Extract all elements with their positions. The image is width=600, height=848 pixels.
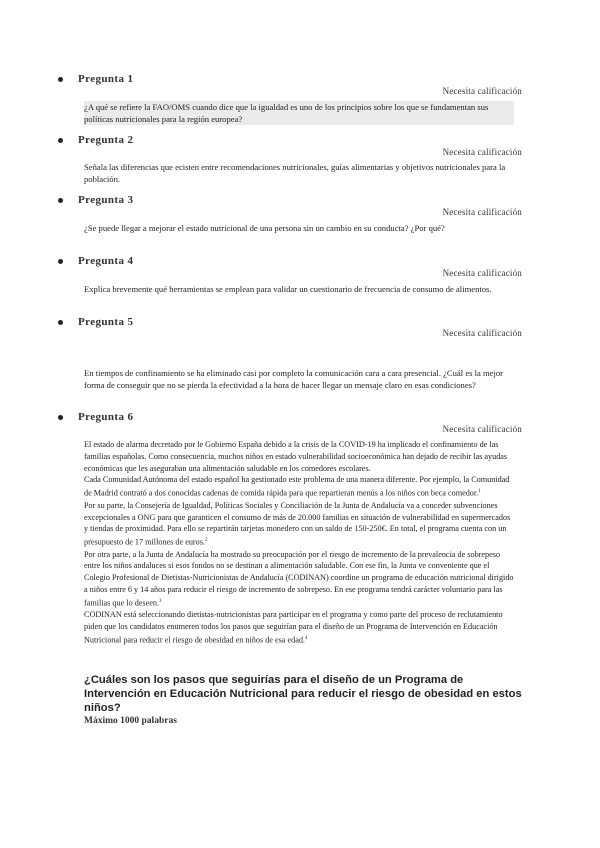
- case-paragraph-3-text: Por su parte, la Consejería de Igualdad, Políticas Sociales y Conciliación de la Junta de Andalucía va a conceder subvenciones excepcionales a ONG para que garanticen el consumo de más de 20.000 familias en situación de vulnerabilidad en supermercados y tiendas de proximidad. Para ello se repartirán tarjetas monedero con un saldo de 150-250€. En total, el programa cuenta con un presupuesto de 17 millones de euros.: [84, 500, 511, 547]
- bullet-icon: [58, 415, 63, 420]
- bullet-icon: [58, 198, 63, 203]
- question-6-grading-status: Necesita calificación: [442, 424, 522, 434]
- question-4-text: Explica brevemente qué herramientas se emplean para validar un cuestionario de frecuencia de consumo de alimentos.: [84, 284, 492, 294]
- question-1-text: ¿A qué se refiere la FAO/OMS cuando dice que la igualdad es uno de los principios sobre los que se fundamentan sus políticas nutricionales para la región europea?: [84, 101, 514, 125]
- question-6-title: Pregunta 6: [78, 411, 134, 423]
- question-2-header: [58, 134, 133, 146]
- footnote-ref-4: 4: [304, 635, 308, 641]
- question-5-title: Pregunta 5: [78, 316, 134, 328]
- footnote-ref-2: 2: [204, 538, 208, 544]
- case-paragraph-4: [84, 549, 514, 610]
- bullet-icon: [58, 259, 63, 264]
- bullet-icon: [58, 77, 63, 82]
- case-paragraph-1: El estado de alarma decretado por le Gobierno España debido a la crisis de la COVID-19 ha implicado el confinamiento de las familias españolas. Como consecuencia, muchos niños en estado vulnerabilidad socioeconómica han dejado de recibir las ayudas económicas que les aseguraban una alimentación saludable en los comedores escolares.: [84, 440, 508, 473]
- question-3-text: ¿Se puede llegar a mejorar el estado nutricional de una persona sin un cambio en su conducta? ¿Por qué?: [84, 223, 445, 233]
- question-2-text: Señala las diferencias que ecisten entre recomendaciones nutricionales, guías alimentarias y objetivos nutricionales para la población.: [84, 162, 506, 184]
- question-3-title: Pregunta 3: [78, 194, 134, 206]
- question-1-header: [58, 73, 133, 85]
- bullet-icon: [58, 138, 63, 143]
- case-paragraph-2-text: Cada Comunidad Autónoma del estado español ha gestionado este problema de una manera diferente. Por ejemplo, la Comunidad de Madrid contrató a dos conocidas cadenas de comida rápida para que repartieran menús a los niños con beca comedor.: [84, 475, 510, 498]
- case-paragraph-5: [84, 609, 514, 646]
- case-paragraph-3: [84, 500, 514, 549]
- question-6-header: [58, 411, 133, 423]
- question-5-grading-status: Necesita calificación: [442, 328, 522, 338]
- case-paragraph-4-text: Por otra parte, a la Junta de Andalucía ha mostrado su preocupación por el riesgo de incremento de la prevalencia de sobrepeso entre los niños andaluces si esos fondos no se destinan a alimentación saludable. Con ese fin, la Junta ve conveniente que el Colegio Profesional de Dietistas-Nutricionistas de Andalucía (CODINAN) coordine un programa de educación nutricional dirigido a niños entre 6 y 14 años para reducir el riesgo de incremento de sobrepeso. En ese programa tendrá carácter voluntario para las familias que lo deseen.: [84, 549, 514, 608]
- footnote-ref-1: 1: [478, 489, 481, 495]
- question-3-header: [58, 194, 133, 206]
- case-paragraph-5-text: CODINAN está seleccionando dietistas-nutricionistas para participar en el programa y como parte del proceso de reclutamiento piden que los candidatos enumeren todos los pasos que seguirían para el diseño de un Programa de Intervención en Educación Nutricional para reducir el riesgo de obesidad en niños de esa edad.: [84, 610, 503, 645]
- question-3-grading-status: Necesita calificación: [442, 207, 522, 217]
- question-5-text: En tiempos de confinamiento se ha eliminado casi por completo la comunicación cara a cara presencial. ¿Cuál es la mejor forma de conseguir que no se pierda la efectividad a la hora de hacer llegar un mensaje claro en esas condiciones?: [84, 368, 504, 390]
- footnote-ref-3: 3: [159, 598, 162, 604]
- case-study-text: [84, 439, 514, 646]
- case-paragraph-2: [84, 474, 514, 499]
- question-4-title: Pregunta 4: [78, 255, 134, 267]
- question-4-grading-status: Necesita calificación: [442, 268, 522, 278]
- question-1-title: Pregunta 1: [78, 73, 134, 85]
- word-limit: Máximo 1000 palabras: [84, 716, 177, 726]
- question-1-grading-status: Necesita calificación: [442, 86, 522, 96]
- bullet-icon: [58, 320, 63, 325]
- question-2-title: Pregunta 2: [78, 134, 134, 146]
- question-5-header: [58, 316, 133, 328]
- final-question: ¿Cuáles son los pasos que seguirías para el diseño de un Programa de Intervención en Educación Nutricional para reducir el riesgo de obesidad en estos niños?: [84, 674, 522, 714]
- question-4-header: [58, 255, 133, 267]
- question-2-grading-status: Necesita calificación: [442, 147, 522, 157]
